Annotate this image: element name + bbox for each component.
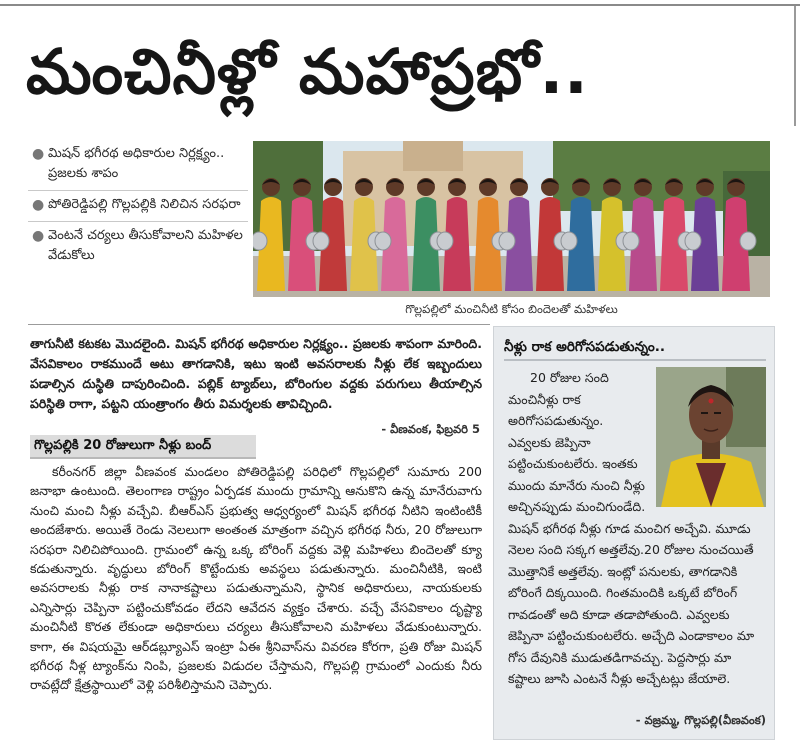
highlights-list	[28, 140, 248, 305]
steel-pot	[253, 232, 267, 250]
woman-portrait	[656, 367, 766, 507]
house-roof	[403, 141, 463, 171]
quote-attribution: - వజ్రమ్మ, గొల్లపల్లి(వీణవంక)	[635, 713, 766, 727]
highlight-text: మిషన్ భగీరథ అధికారుల నిర్లక్ష్యం.. ప్రజలకు శాపం	[48, 146, 225, 181]
dateline: - వీణవంక, ఫిబ్రవరి 5	[381, 422, 480, 436]
steel-pot	[740, 232, 756, 250]
highlight-item	[28, 191, 248, 222]
eye-left	[701, 412, 708, 414]
news-photo	[253, 141, 770, 297]
lead-paragraph: తాగునీటి కటకట మొదలైంది. మిషన్ భగీరథ అధికారుల నిర్లక్ష్యం.. ప్రజలకు శాపంగా మారింది. వేసవికాలం రాకముందే అటు తాగడానికి, ఇటు ఇంటి అవసరాలకు నీళ్లు లేక ఇబ్బందులు పడాల్సిన దుస్థితి దాపురించింది. పబ్లిక్ ట్యాబ్‌లు, బోరింగుల వద్దకు పరుగులు తీయాల్సిన పరిస్థితి రాగా, పట్టని యంత్రాంగం తీరు విమర్శలకు తావిచ్చింది.	[30, 336, 482, 411]
bindi	[709, 399, 714, 404]
highlight-item	[28, 140, 248, 191]
bullet-icon: ●	[32, 197, 45, 213]
portrait-photo	[656, 367, 766, 507]
photo-caption: గొల్లపల్లిలో మంచినీటి కోసం బిందెలతో మహిళలు	[405, 302, 618, 316]
steel-pot	[313, 232, 329, 250]
bullet-icon: ●	[32, 146, 45, 162]
steel-pot	[623, 232, 639, 250]
section-rule	[28, 324, 490, 325]
article-body: కరీంనగర్ జిల్లా వీణవంక మండలం పోతిరెడ్డిపల్లి పరిధిలో గొల్లపల్లిలో సుమారు 200 జనాభా ఉంటుంది. తెలంగాణ రాష్ట్రం ఏర్పడక ముందు గ్రామాన్ని ఆనుకొని ఉన్న మానేరువాగు నుంచి మంచి నీళ్లు వచ్చేవి. బీఆర్ఎస్ ప్రభుత్వ ఆధ్వర్యంలో మిషన్ భగీరథ నీటిని ఇంటింటికీ అందజేశారు. అయితే రెండు నెలలుగా అంతంత మాత్రంగా వచ్చిన భగీరథ నీరు, 20 రోజులుగా సరఫరా నిలిచిపోయింది. గ్రామంలో ఉన్న ఒక్క బోరింగ్ వద్దకు వెళ్లి మహిళలు బిందెలతో క్యూ కడుతున్నారు. వృద్ధులు బోరింగ్ కొట్టేందుకు అవస్థలు పడుతున్నారు. మంచినీటికి, ఇంటి అవసరాలకు నీళ్లు రాక నానాకష్టాలు పడుతున్నామని, స్థానిక అధికారులు, నాయకులకు ఎన్నిసార్లు చెప్పినా పట్టించుకోవడం లేదని ఆవేదన వ్యక్తం చేశారు. వచ్చే వేసవికాలం దృష్ట్యా మంచినీటి కొరత లేకుండా అధికారులు చర్యలు తీసుకోవాలని మహిళలు వేడుకుంటున్నారు. కాగా, ఈ విషయమై ఆర్‌డబ్ల్యూఎస్ ఇంట్రా ఏఈ శ్రీనివాస్‌ను వివరణ కోరగా, ప్రతి రోజు మిషన్ భగీరథ నీళ్ల ట్యాంక్‌ను నింపి, ప్రజలకు విడుదల చేస్తామని, గొల్లపల్లి గ్రామంలో ఎందుకు నీరు రావట్లేదో క్షేత్రస్థాయిలో వెళ్లి పరిశీలిస్తామని చెప్పారు.	[30, 464, 482, 693]
sidebar-title: నీళ్లు రాక అరిగోసపడుతున్నం..	[504, 335, 766, 361]
bullet-icon: ●	[32, 228, 45, 244]
top-rule	[0, 4, 800, 6]
right-edge-rule	[794, 6, 796, 126]
subheading: గొల్లపల్లికి 20 రోజులుగా నీళ్లు బంద్	[30, 435, 256, 459]
steel-pot	[561, 232, 577, 250]
steel-pot	[437, 232, 453, 250]
sidebar-content	[508, 367, 766, 697]
headline: మంచినీళ్లో మహాప్రభో..	[26, 35, 589, 108]
highlight-text: పోతిరెడ్డిపల్లి గొల్లపల్లికి నిలిచిన సరఫరా	[48, 197, 241, 212]
sidebar-quote: 20 రోజుల సంది మంచినీళ్లు రాక అరిగోసపడుతున్నం. ఎవ్వలకు జెప్పినా పట్టించుకుంటలేరు. ఇంతకు ముందు మానేరు నుంచి నీళ్లు అచ్చినప్పుడు మంచిగుండేది. మిషన్ భగీరథ నీళ్లు గూడ మంచిగ అచ్చేవి. మూడు నెలల సంది సక్కగ అత్తలేవు.20 రోజుల నుంచయితే మొత్తానికే అత్తలేవు. ఇంట్లో పనులకు, తాగడానికి బోరింగే దిక్కయింది. గింతమందికి ఒక్కటే బోరింగ్ గావడంతో అది కూడా తడాపోతుంది. ఎవ్వలకు జెప్పినా పట్టించుకుంటలేరు. అచ్చేది ఎండాకాలం మా గోస దేవునికి ముడుతడిగావచ్చు. పెద్దసార్లు మా కష్టాలు జూసి ఎంటనే నీళ్లు అచ్చేటట్లు జేయాలె.	[508, 370, 755, 686]
highlight-text: వెంటనే చర్యలు తీసుకోవాలని మహిళల వేడుకోలు	[48, 228, 243, 263]
steel-pot	[685, 232, 701, 250]
highlight-item	[28, 222, 248, 272]
steel-pot	[499, 232, 515, 250]
women-with-pots-illustration	[253, 141, 770, 297]
sidebar-box	[493, 326, 775, 740]
steel-pot	[375, 232, 391, 250]
eye-right	[714, 412, 721, 414]
